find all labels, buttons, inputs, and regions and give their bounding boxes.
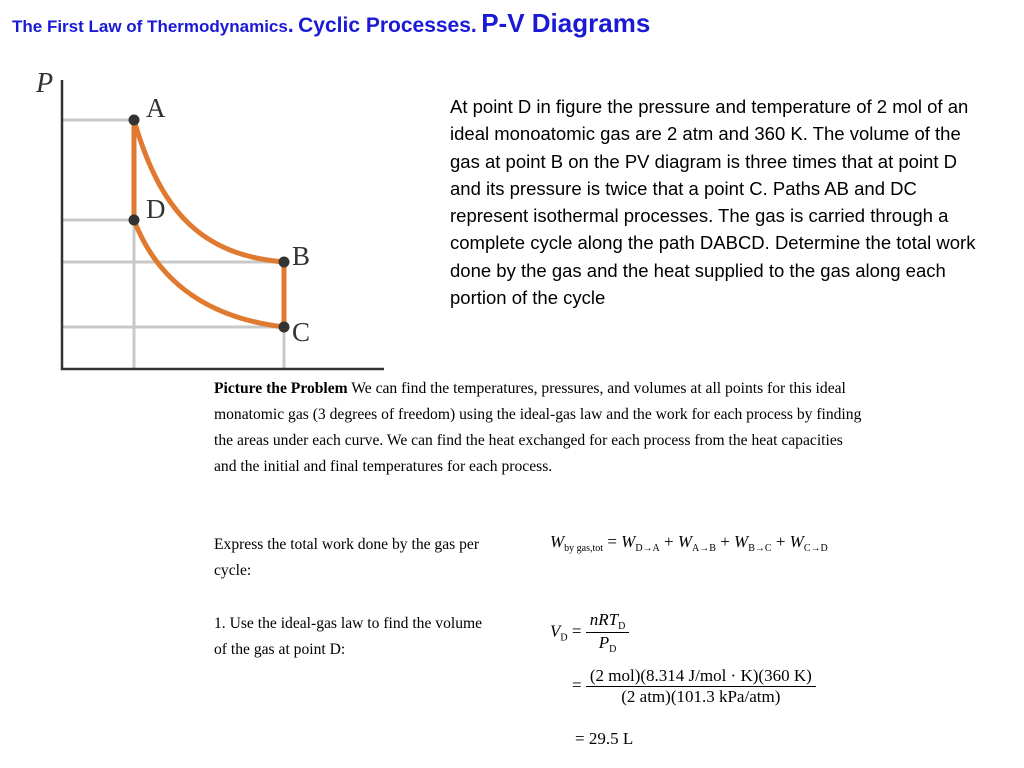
diagram-grid <box>62 120 284 368</box>
eq-fraction <box>586 666 816 707</box>
title-part-1: The First Law of Thermodynamics <box>12 17 288 36</box>
eq-operator: = <box>572 675 582 695</box>
axis-label-p: P <box>36 68 54 99</box>
picture-the-problem <box>214 376 864 480</box>
eq-denominator <box>586 632 630 655</box>
eq-subscript: by gas,tot <box>564 543 604 554</box>
point-d <box>129 215 140 226</box>
title-part-3: P-V Diagrams <box>481 8 651 38</box>
eq-operator: = <box>607 532 617 551</box>
eq-symbol: W <box>789 532 804 551</box>
path-ab-isotherm <box>134 120 284 262</box>
eq-denominator: (2 atm)(101.3 kPa/atm) <box>586 686 816 707</box>
point-label-d: D <box>146 194 166 224</box>
eq-operator: + <box>775 532 786 551</box>
point-c <box>279 322 290 333</box>
eq-subscript: C→D <box>803 543 828 554</box>
eq-symbol: V <box>550 621 561 641</box>
eq-symbol: W <box>734 532 749 551</box>
equation-vd <box>550 610 629 655</box>
eq-symbol: W <box>621 532 636 551</box>
eq-symbol: W <box>550 532 565 551</box>
point-label-c: C <box>292 317 311 347</box>
point-a <box>129 115 140 126</box>
eq-subscript: D <box>609 644 617 655</box>
eq-subscript: D→A <box>635 543 660 554</box>
eq-symbol: nRT <box>589 610 619 629</box>
path-dc-isotherm <box>134 220 284 327</box>
step-1-volume-d: 1. Use the ideal-gas law to find the volume of the gas at point D: <box>214 615 483 658</box>
equation-total-work <box>550 532 828 554</box>
eq-symbol: P <box>598 633 610 652</box>
eq-subscript: B→C <box>748 543 772 554</box>
eq-operator: + <box>720 532 730 551</box>
eq-numerator <box>586 610 630 632</box>
page-title <box>12 8 650 39</box>
equation-vd-result: = 29.5 L <box>575 729 634 748</box>
title-part-2: Cyclic Processes <box>298 14 471 37</box>
point-label-b: B <box>292 241 311 271</box>
ptp-heading: Picture the Problem <box>214 380 348 397</box>
problem-statement: At point D in figure the pressure and temperature of 2 mol of an ideal monoatomic gas are 2 atm and 360 K. The volume of the gas at point B on the PV diagram is three times that at point D and its pressure is twice that a point C. Paths AB and DC represent isothermal processes. The gas is carried through a complete cycle along the path DABCD. Determine the total work done by the gas and the heat supplied to the gas along each portion of the cycle <box>450 96 976 309</box>
ptp-body: We can find the temperatures, pressures, and volumes at all points for this ideal monatomic gas (3 degrees of freedom) using the ideal-gas law and the work for each process by finding the areas under each curve. We can find the heat exchanged for each process from the heat capacities and the initial and final temperatures for each process. <box>214 380 862 475</box>
eq-subscript: D <box>560 632 568 644</box>
eq-numerator: (2 mol)(8.314 J/mol · K)(360 K) <box>589 666 812 685</box>
eq-operator: + <box>664 532 674 551</box>
eq-operator: = <box>571 621 582 641</box>
title-separator: . <box>470 14 477 37</box>
eq-subscript: A→B <box>692 543 716 554</box>
eq-subscript: D <box>618 621 626 632</box>
point-label-a: A <box>146 93 166 123</box>
title-separator: . <box>287 14 294 37</box>
eq-symbol: W <box>677 532 693 551</box>
point-b <box>279 257 290 268</box>
equation-vd-substituted <box>572 666 816 707</box>
pv-diagram <box>0 60 400 375</box>
eq-fraction <box>586 610 630 655</box>
step-total-work: Express the total work done by the gas per cycle: <box>214 536 480 579</box>
